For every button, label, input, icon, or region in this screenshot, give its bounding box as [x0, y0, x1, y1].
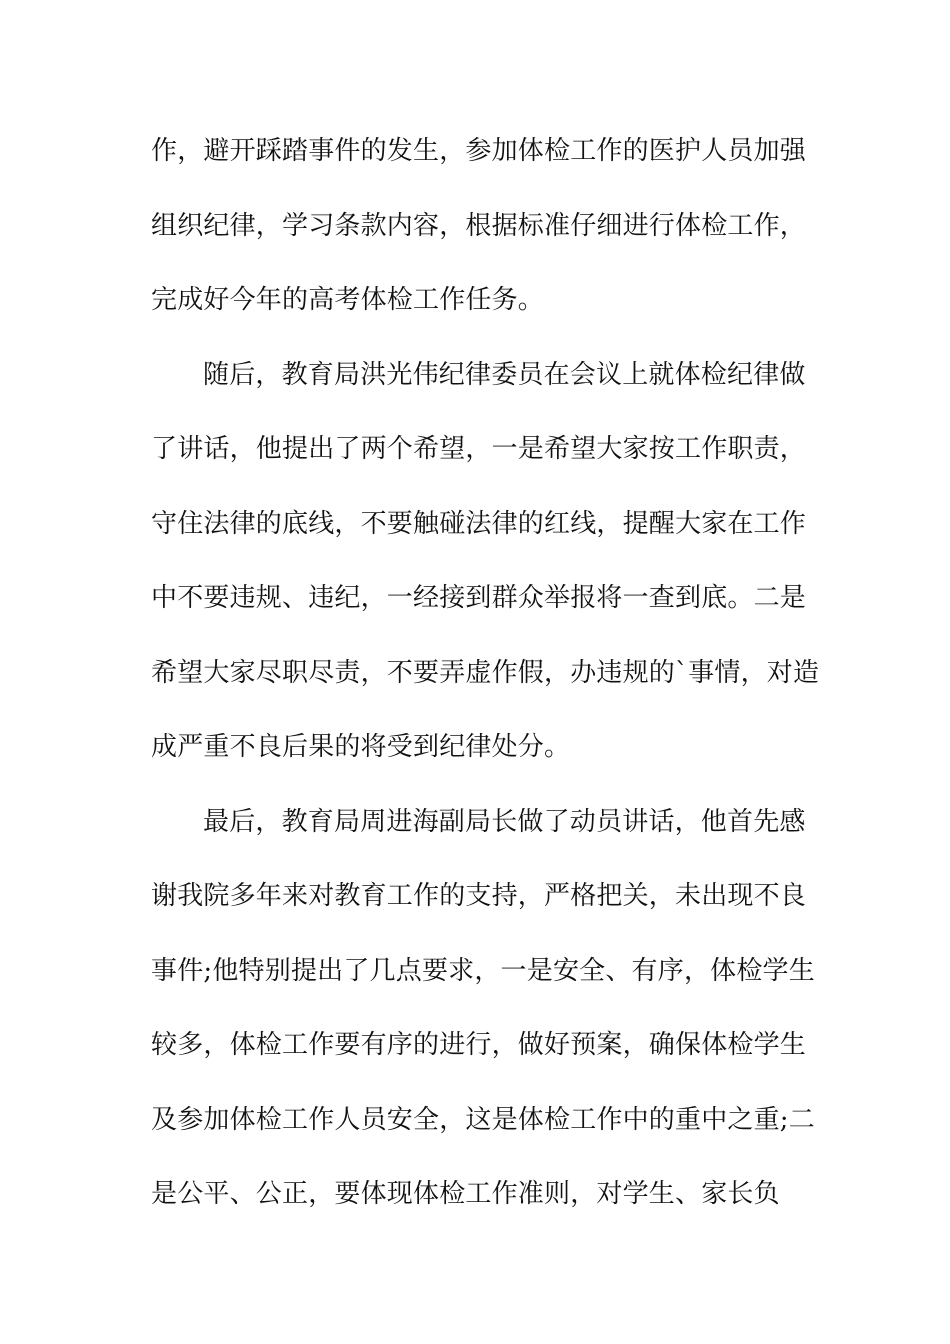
text-line: 希望大家尽职尽责，不要弄虚作假，办违规的`事情，对造	[151, 657, 820, 688]
text-line: 完成好今年的高考体检工作任务。	[151, 285, 545, 315]
text-line: 及参加体检工作人员安全，这是体检工作中的重中之重;二	[151, 1104, 815, 1135]
text-line: 事件;他特别提出了几点要求，一是安全、有序，体检学生	[151, 955, 815, 986]
body-text	[151, 128, 820, 1246]
text-line: 守住法律的底线，不要触碰法律的红线，提醒大家在工作	[151, 508, 807, 539]
text-line: 谢我院多年来对教育工作的支持，严格把关，未出现不良	[151, 881, 807, 911]
text-line: 作，避开踩踏事件的发生，参加体检工作的医护人员加强	[151, 136, 807, 166]
text-line: 较多，体检工作要有序的进行，做好预案，确保体检学生	[151, 1030, 807, 1060]
text-line: 了讲话，他提出了两个希望，一是希望大家按工作职责，	[151, 434, 807, 464]
paragraph-start-line: 最后，教育局周进海副局长做了动员讲话，他首先感	[203, 806, 806, 837]
text-line: 组织纪律，学习条款内容，根据标准仔细进行体检工作，	[151, 210, 807, 241]
paragraph-start-line: 随后，教育局洪光伟纪律委员在会议上就体检纪律做	[203, 359, 806, 390]
text-line: 中不要违规、违纪，一经接到群众举报将一查到底。二是	[151, 583, 807, 613]
text-line: 是公平、公正，要体现体检工作准则，对学生、家长负	[151, 1179, 780, 1209]
text-line: 成严重不良后果的将受到纪律处分。	[151, 732, 571, 762]
